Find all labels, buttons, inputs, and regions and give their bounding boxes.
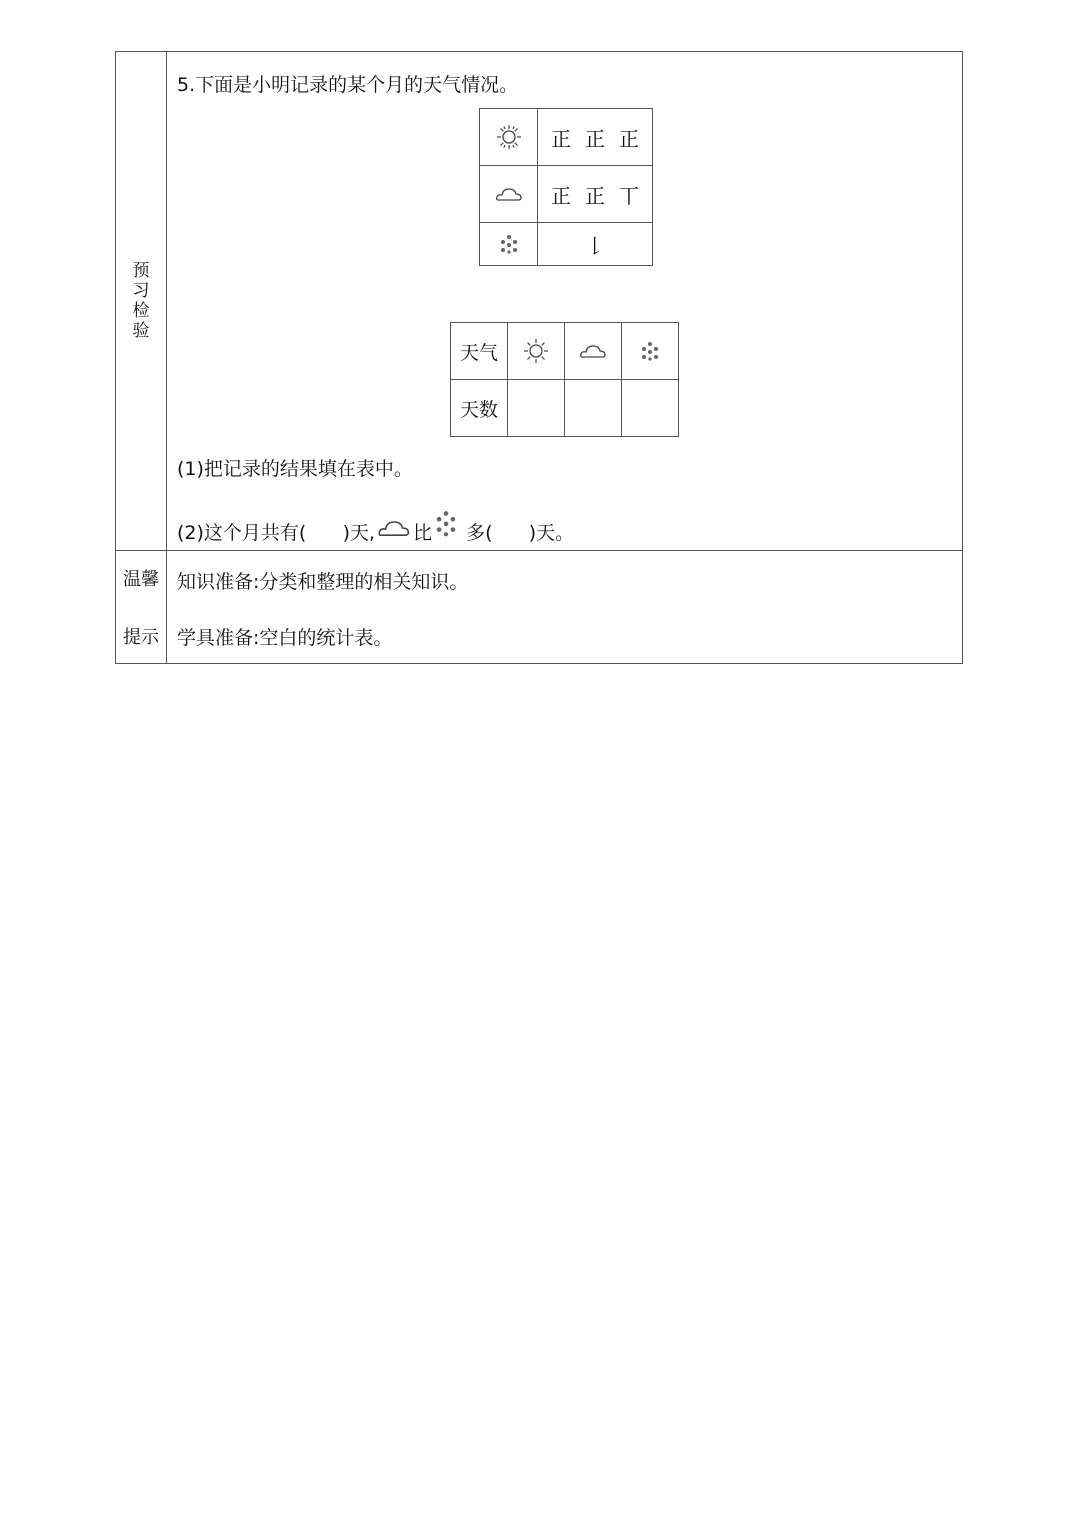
answer-table xyxy=(450,322,679,437)
days-sunny-cell[interactable] xyxy=(508,380,565,437)
answer-row-days xyxy=(451,380,679,437)
weather-header: 天气 xyxy=(451,323,508,380)
tally-mark: 正 xyxy=(619,126,639,151)
preview-check-content xyxy=(167,52,962,550)
sub-q2-text: )天, xyxy=(342,522,376,544)
tally-table xyxy=(479,108,653,266)
sub-q2-text: (2)这个月共有( xyxy=(177,522,307,544)
blank-total-days[interactable] xyxy=(306,523,342,545)
snow-icon xyxy=(433,510,459,545)
tool-prep: 学具准备:空白的统计表。 xyxy=(177,627,393,649)
days-header: 天数 xyxy=(451,380,508,437)
blank-difference-days[interactable] xyxy=(493,523,529,545)
tally-row-cloudy xyxy=(480,166,653,223)
preview-check-label-cell xyxy=(116,52,167,550)
tips-row xyxy=(116,550,962,663)
cloud-icon xyxy=(376,516,412,545)
tally-marks-cloudy xyxy=(538,166,653,223)
sun-icon xyxy=(480,109,538,166)
knowledge-prep: 知识准备:分类和整理的相关知识。 xyxy=(177,571,469,593)
tally-mark: 正 xyxy=(551,183,571,208)
tips-content xyxy=(167,551,962,663)
cloud-icon xyxy=(480,166,538,223)
sub-question-2 xyxy=(177,510,574,545)
tally-marks-sunny xyxy=(538,109,653,166)
tally-mark: 正 xyxy=(585,183,605,208)
tally-mark: 丅 xyxy=(619,183,639,208)
tally-row-snowy xyxy=(480,223,653,266)
tally-mark: 𠄌 xyxy=(585,233,605,258)
tally-marks-snowy xyxy=(538,223,653,266)
worksheet-table xyxy=(115,51,963,664)
sub-question-1: (1)把记录的结果填在表中。 xyxy=(177,458,413,480)
preview-check-label: 预习检验 xyxy=(132,261,150,341)
snow-icon xyxy=(622,323,679,380)
sub-q2-text: 比 xyxy=(413,522,433,544)
cloud-icon xyxy=(565,323,622,380)
sub-q2-text: 多( xyxy=(460,522,493,544)
tips-label-bottom: 提示 xyxy=(123,627,159,648)
days-cloudy-cell[interactable] xyxy=(565,380,622,437)
sub-q2-text: )天。 xyxy=(528,522,575,544)
tips-label xyxy=(123,565,159,649)
tally-row-sunny xyxy=(480,109,653,166)
tally-mark: 正 xyxy=(585,126,605,151)
question-title: 5.下面是小明记录的某个月的天气情况。 xyxy=(177,74,519,96)
tally-mark: 正 xyxy=(551,126,571,151)
tips-label-cell xyxy=(116,551,167,663)
answer-row-weather xyxy=(451,323,679,380)
snow-icon xyxy=(480,223,538,266)
tips-label-top: 温馨 xyxy=(123,569,159,590)
sun-icon xyxy=(508,323,565,380)
days-snowy-cell[interactable] xyxy=(622,380,679,437)
preview-check-row xyxy=(116,52,962,550)
